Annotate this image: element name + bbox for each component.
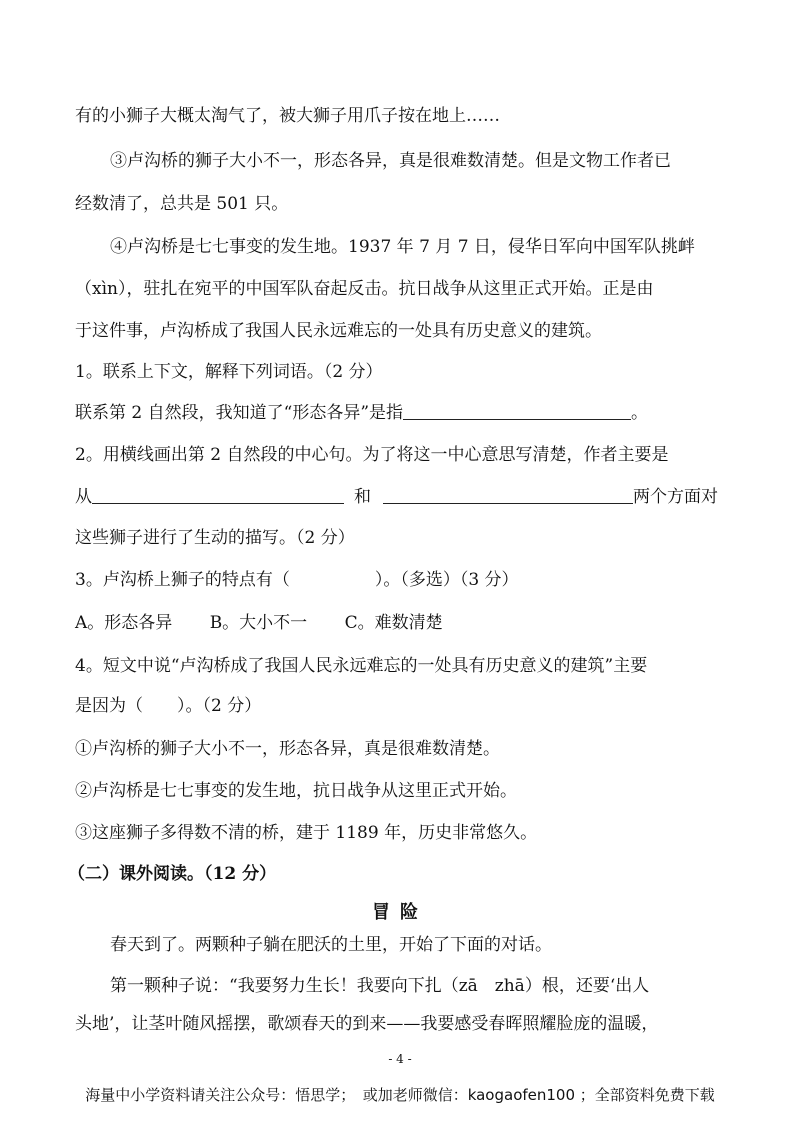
question-2-line-3: 这些狮子进行了生动的描写。（2 分） [75,528,355,548]
question-4-option-1[interactable]: ①卢沟桥的狮子大小不一，形态各异，真是很难数清楚。 [75,739,500,759]
section-2-heading: （二）课外阅读。（12 分） [68,864,277,884]
question-4-option-2[interactable]: ②卢沟桥是七七事变的发生地，抗日战争从这里正式开始。 [75,781,517,801]
answer-blank-1[interactable] [403,403,631,420]
question-2-line-2 [75,485,735,509]
question-1-prompt-text: 联系第 2 自然段，我知道了“形态各异”是指 [75,403,404,423]
story-paragraph-2-line-1: 第一颗种子说：“我要努力生长！我要向下扎（zā zhā）根，还要‘出人 [110,976,650,996]
question-2-and: 和 [354,487,371,507]
question-3-title: 3。卢沟桥上狮子的特点有（ ）。（多选）（3 分） [75,570,519,590]
question-4-line-2: 是因为（ ）。（2 分） [75,696,262,716]
passage-para-4-line-2: （xìn），驻扎在宛平的中国军队奋起反击。抗日战争从这里正式开始。正是由 [75,279,654,299]
question-2-end: 两个方面对 [633,487,718,507]
question-4-option-3[interactable]: ③这座狮子多得数不清的桥，建于 1189 年，历史非常悠久。 [75,823,538,843]
option-b[interactable]: B。大小不一 [209,613,308,633]
question-2-from: 从 [75,487,92,507]
story-title: 冒险 [372,902,428,923]
passage-para-3-line-2: 经数清了，总共是 501 只。 [75,194,289,214]
question-3-options [75,611,735,635]
story-paragraph-1: 春天到了。两颗种子躺在肥沃的土里，开始了下面的对话。 [110,935,552,955]
question-4-line-1: 4。短文中说“卢沟桥成了我国人民永远难忘的一处具有历史意义的建筑”主要 [75,656,648,676]
question-1-title: 1。联系上下文，解释下列词语。（2 分） [75,362,383,382]
footer-note: 海量中小学资料请关注公众号：悟思学； 或加老师微信：kaogaofen100 ；全部资料免费下载 [85,1086,715,1104]
passage-line: 有的小狮子大概太淘气了，被大狮子用爪子按在地上…… [75,106,500,126]
option-a[interactable]: A。形态各异 [75,613,173,633]
passage-para-4-line-3: 于这件事，卢沟桥成了我国人民永远难忘的一处具有历史意义的建筑。 [75,321,602,341]
page-number: - 4 - [388,1052,412,1066]
question-1-end: 。 [631,403,649,423]
passage-para-4-line-1: ④卢沟桥是七七事变的发生地。1937 年 7 月 7 日，侵华日军向中国军队挑衅 [110,237,695,257]
answer-blank-2a[interactable] [92,487,344,504]
passage-para-3-line-1: ③卢沟桥的狮子大小不一，形态各异，真是很难数清楚。但是文物工作者已 [110,151,671,171]
answer-blank-2b[interactable] [383,487,633,504]
option-c[interactable]: C。难数清楚 [344,613,443,633]
question-1-prompt [75,401,735,425]
story-paragraph-2-line-2: 头地’，让茎叶随风摇摆，歌颂春天的到来——我要感受春晖照耀脸庞的温暖， [75,1014,659,1034]
question-2-line-1: 2。用横线画出第 2 自然段的中心句。为了将这一中心意思写清楚，作者主要是 [75,445,669,465]
